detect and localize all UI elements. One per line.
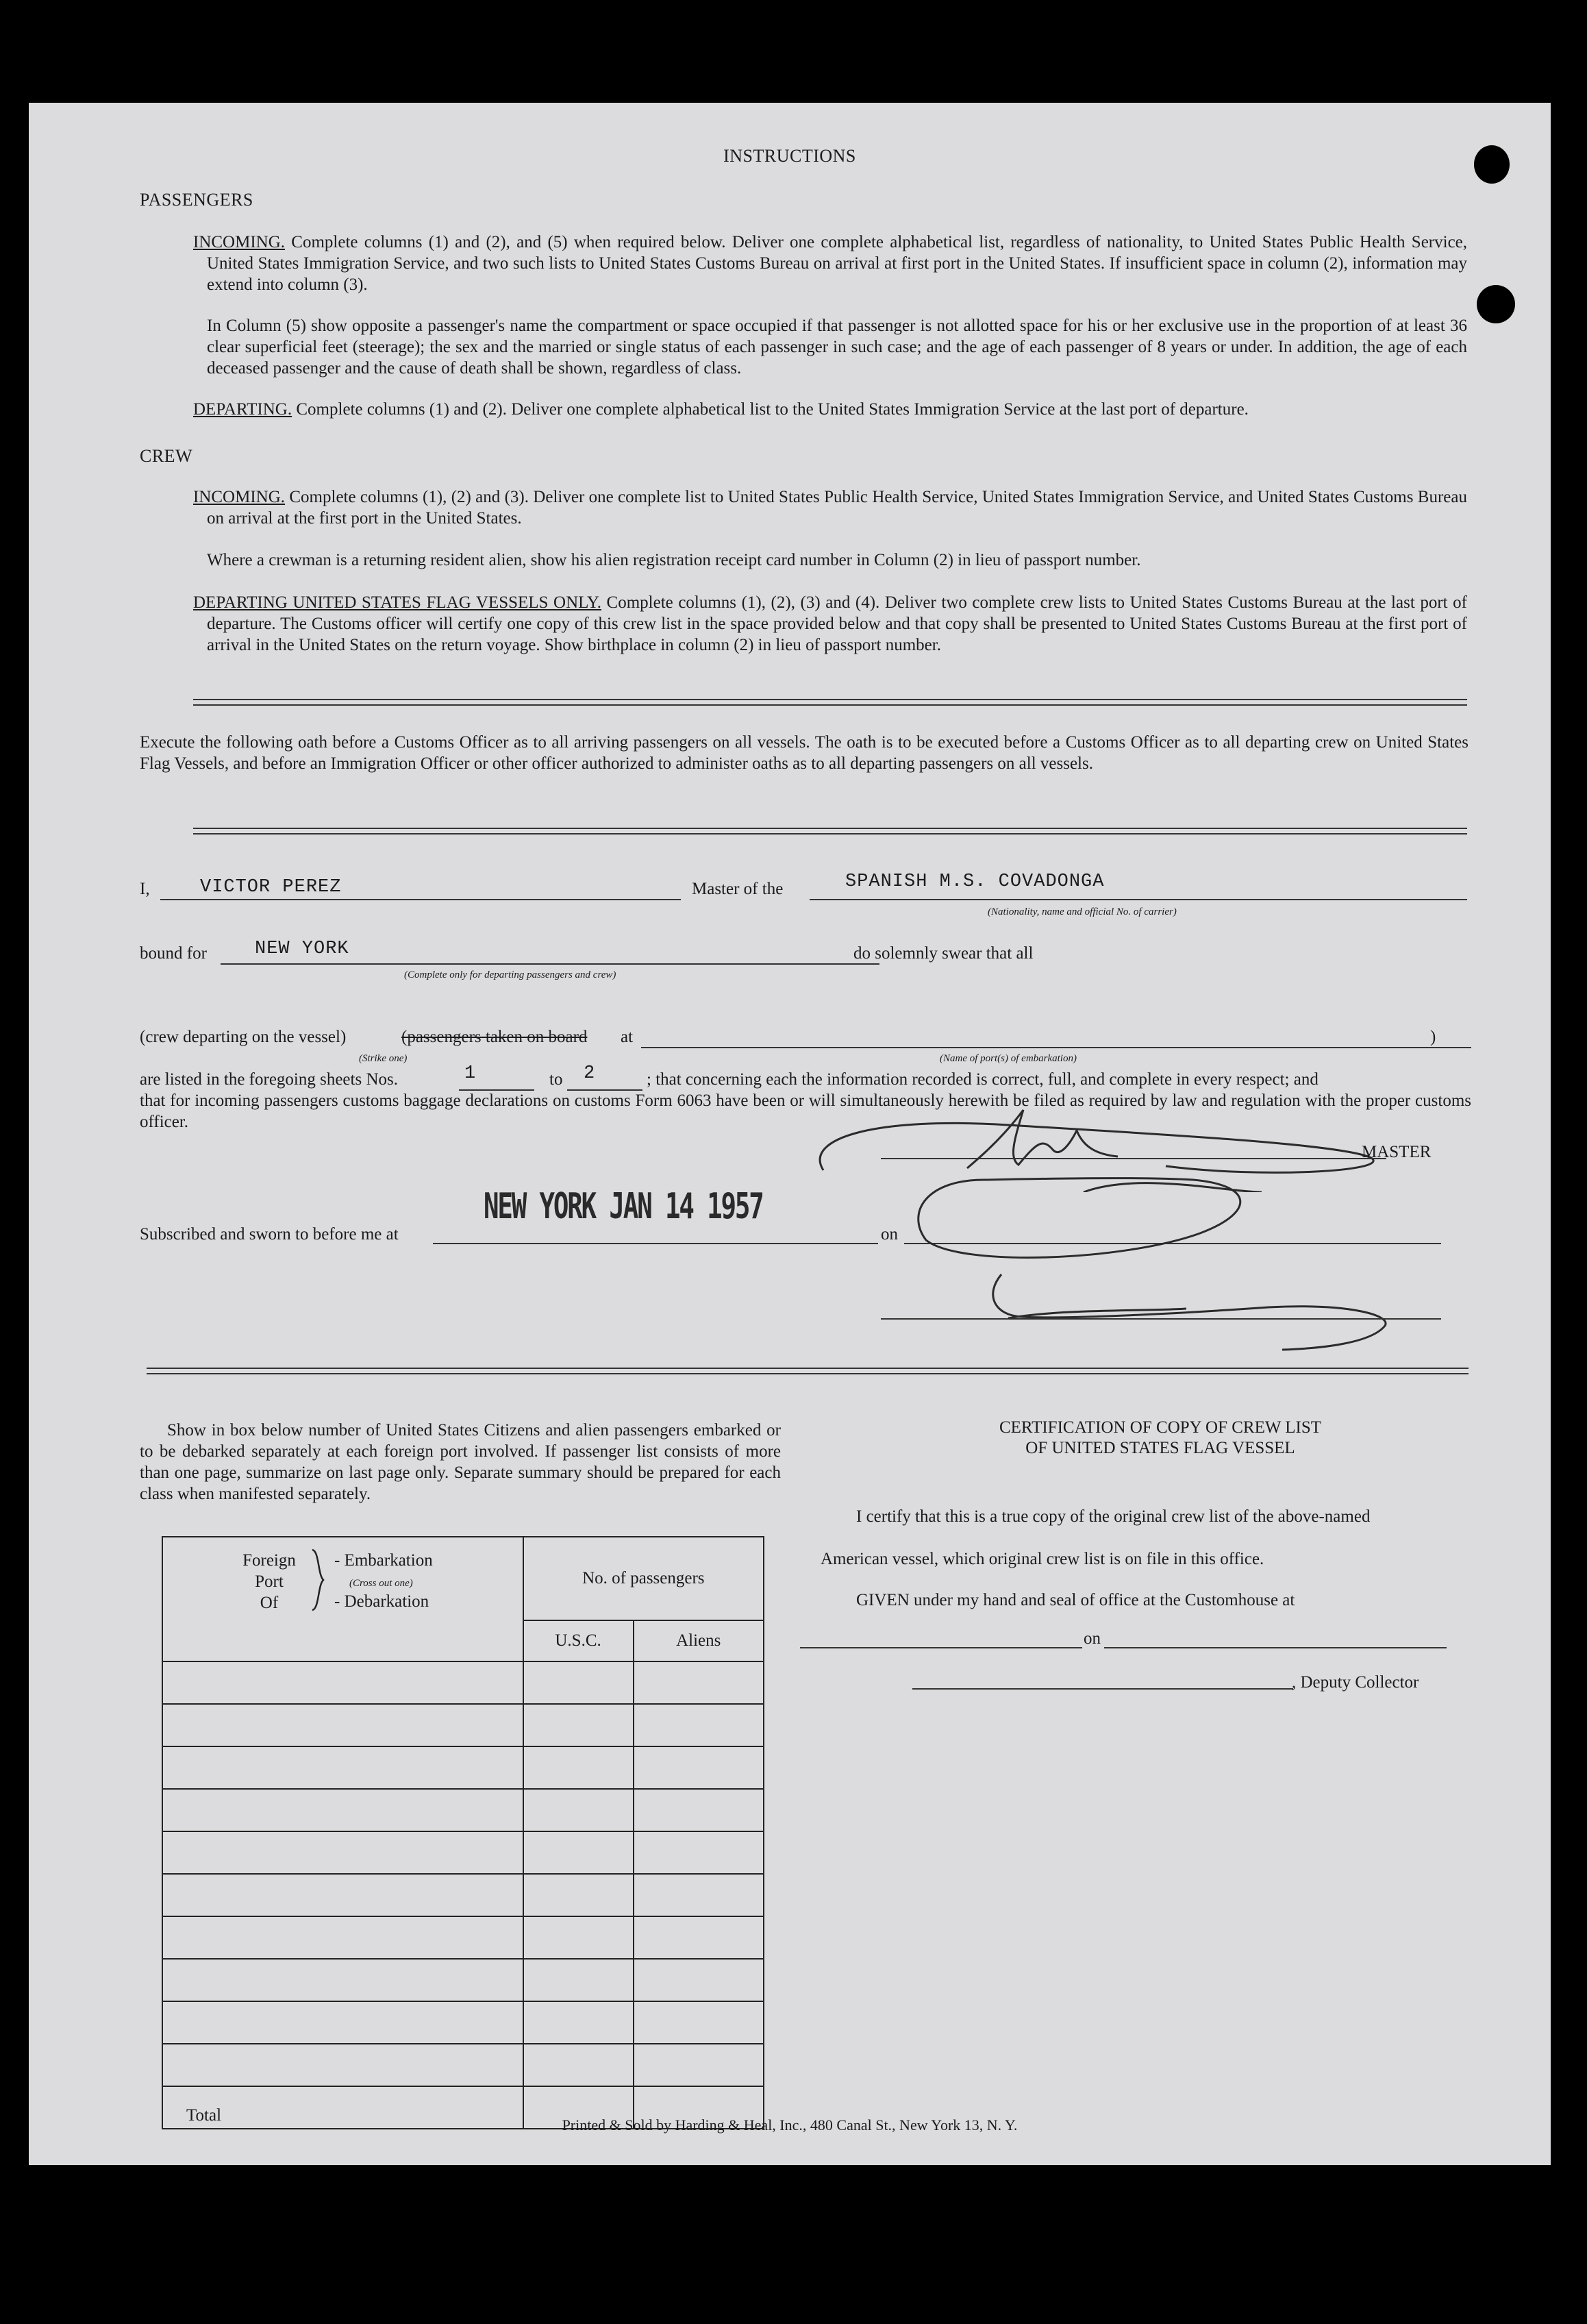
passengers-on-board-text: (passengers taken on board — [401, 1028, 588, 1046]
oath-continuation: that for incoming passengers customs baggage declarations on customs Form 6063 have been or will simultaneously herewith be filed as required by law and regulation with the proper customs officer. — [140, 1091, 1471, 1131]
bound-for-label: bound for — [140, 944, 207, 963]
vessel-line — [810, 899, 1467, 900]
oath-i-label: I, — [140, 880, 150, 898]
divider-2 — [193, 828, 1467, 829]
passengers-incoming-label: INCOMING. — [193, 233, 286, 251]
officer-signature-loop — [899, 1172, 1282, 1268]
officer-signature-line — [881, 1318, 1441, 1320]
of-label: Of — [260, 1594, 279, 1612]
oath-instructions: Execute the following oath before a Customs Officer as to all arriving passengers on all vessels. The oath is to be executed before a Customs Officer as to all departing crew on United States Flag Vessels, and before an Immigration Officer or other officer authorized to administer oaths as to all departing passengers on all vessels. — [140, 733, 1469, 773]
master-of-label: Master of the — [692, 880, 784, 898]
officer-signature — [981, 1268, 1419, 1357]
table-row — [162, 1789, 764, 1831]
vessel-caption: (Nationality, name and official No. of carrier) — [988, 906, 1177, 917]
crew-departing-text: (crew departing on the vessel) — [140, 1028, 347, 1046]
master-label: MASTER — [1362, 1143, 1432, 1161]
crew-incoming — [193, 486, 1467, 529]
cross-out-caption: (Cross out one) — [349, 1578, 413, 1589]
vessel-value: SPANISH M.S. COVADONGA — [845, 872, 1105, 892]
passengers-incoming-text: Complete columns (1) and (2), and (5) when required below. Deliver one complete alphabetical list, regardless of nationality, to United States Public Health Service, United States Immigration Service, and two such lists to United States Customs Bureau on arrival at first port in the United States. If insufficient space in column (2), information may extend into column (3). — [207, 233, 1468, 294]
table-row — [162, 2044, 764, 2086]
ports-caption: (Name of port(s) of embarkation) — [940, 1053, 1077, 1064]
deputy-signature-line — [912, 1688, 1293, 1690]
master-signature-line — [881, 1158, 1386, 1159]
cert-title-line2: OF UNITED STATES FLAG VESSEL — [1025, 1439, 1295, 1457]
no-of-passengers-header: No. of passengers — [523, 1537, 764, 1620]
port-label: Port — [255, 1572, 284, 1591]
foreign-port-label — [232, 1550, 307, 1614]
divider-1 — [193, 699, 1467, 700]
embarkation-label: - Embarkation — [334, 1551, 433, 1570]
date-stamp: NEW YORK JAN 14 1957 — [484, 1186, 763, 1227]
brace-icon — [308, 1547, 327, 1613]
instructions-title: INSTRUCTIONS — [723, 146, 856, 166]
bound-for-value: NEW YORK — [255, 939, 349, 959]
aliens-header: Aliens — [634, 1620, 764, 1661]
table-row — [162, 2001, 764, 2044]
debarkation-label: - Debarkation — [334, 1592, 429, 1611]
master-name-line — [160, 899, 681, 900]
punch-hole-top — [1474, 145, 1510, 184]
printer-footer: Printed & Sold by Harding & Heal, Inc., 480 Canal St., New York 13, N. Y. — [562, 2116, 1018, 2134]
cert-text-3: GIVEN under my hand and seal of office at the Customhouse at — [856, 1591, 1295, 1609]
ports-close-paren: ) — [1430, 1028, 1436, 1046]
cert-date-line — [1104, 1647, 1447, 1648]
passengers-departing-label: DEPARTING. — [193, 400, 292, 419]
cert-on-label: on — [1084, 1629, 1101, 1648]
crew-heading: CREW — [140, 446, 193, 466]
cert-text-1: I certify that this is a true copy of the original crew list of the above-named — [856, 1507, 1371, 1526]
to-label: to — [549, 1070, 563, 1089]
summary-header-row — [162, 1537, 764, 1620]
subscribed-on-label: on — [881, 1225, 898, 1244]
passengers-heading: PASSENGERS — [140, 190, 253, 210]
foreign-label: Foreign — [242, 1551, 296, 1570]
total-label: Total — [162, 2086, 523, 2129]
cert-place-line — [800, 1647, 1082, 1648]
bound-for-caption: (Complete only for departing passengers and crew) — [404, 969, 616, 980]
at-label: at — [621, 1028, 634, 1046]
crew-incoming-text: Complete columns (1), (2) and (3). Deliver one complete list to United States Public Health Service, United States Immigration Service, and United States Customs Bureau on arrival at the first port in the United States. — [207, 488, 1467, 528]
table-row — [162, 1874, 764, 1916]
usc-header: U.S.C. — [523, 1620, 634, 1661]
column5-text: In Column (5) show opposite a passenger's name the compartment or space occupied if that passenger is not allotted space for his or her exclusive use in the proportion of at least 36 clear superficial feet (steerage); the sex and the married or single status of each passenger in such case; and the age of each passenger of 8 years or under. In addition, the age of each deceased passenger and the cause of death shall be shown, regardless of class. — [207, 317, 1467, 378]
form-page — [29, 103, 1551, 2165]
swear-text: do solemnly swear that all — [853, 944, 1034, 963]
crew-incoming-label: INCOMING. — [193, 488, 286, 506]
sheets-prefix: are listed in the foregoing sheets Nos. — [140, 1070, 398, 1089]
strike-caption: (Strike one) — [359, 1053, 408, 1064]
cert-text-2: American vessel, which original crew list is on file in this office. — [821, 1550, 1264, 1568]
master-name-value: VICTOR PEREZ — [200, 877, 342, 898]
sheets-suffix: ; that concerning each the information recorded is correct, full, and complete in every respect; and — [647, 1070, 1319, 1089]
passengers-departing-text: Complete columns (1) and (2). Deliver one complete alphabetical list to the United States Immigration Service at the last port of departure. — [296, 400, 1249, 419]
deputy-collector-label: , Deputy Collector — [1292, 1673, 1419, 1692]
crew-alien-text: Where a crewman is a returning resident alien, show his alien registration receipt card number in Column (2) in lieu of passport number. — [207, 551, 1141, 569]
table-row — [162, 1959, 764, 2001]
foreign-port-header — [162, 1537, 523, 1661]
sheet-from-value: 1 — [464, 1063, 477, 1084]
table-row — [162, 1661, 764, 1704]
divider-3 — [147, 1368, 1469, 1369]
cert-title-line1: CERTIFICATION OF COPY OF CREW LIST — [999, 1418, 1322, 1437]
table-row — [162, 1831, 764, 1874]
passenger-summary-table — [162, 1536, 764, 2129]
table-row — [162, 1704, 764, 1746]
sheet-to-value: 2 — [584, 1063, 596, 1084]
summary-instructions: Show in box below number of United States Citizens and alien passengers embarked or to be debarked separately at each foreign port involved. If passenger list consists of more than one page, summarize on last page only. Separate summary should be prepared for each class when manifested separately. — [140, 1421, 781, 1503]
subscribed-place-line — [433, 1243, 878, 1244]
table-row — [162, 1916, 764, 1959]
crew-departing-label: DEPARTING UNITED STATES FLAG VESSELS ONLY. — [193, 593, 601, 612]
passengers-incoming — [193, 232, 1467, 295]
crew-departing — [193, 592, 1467, 656]
subscribed-label: Subscribed and sworn to before me at — [140, 1225, 399, 1244]
passengers-departing — [193, 399, 1467, 420]
crew-departing-text: Complete columns (1), (2), (3) and (4). Deliver two complete crew lists to United States Customs Bureau at the last port of departure. The Customs officer will certify one copy of this crew list in the space provided below and that copy shall be presented to United States Customs Bureau at the first port of arrival in the United States on the return voyage. Show birthplace in column (2) in lieu of passport number. — [207, 593, 1467, 654]
punch-hole-middle — [1477, 285, 1515, 323]
table-row — [162, 1746, 764, 1789]
